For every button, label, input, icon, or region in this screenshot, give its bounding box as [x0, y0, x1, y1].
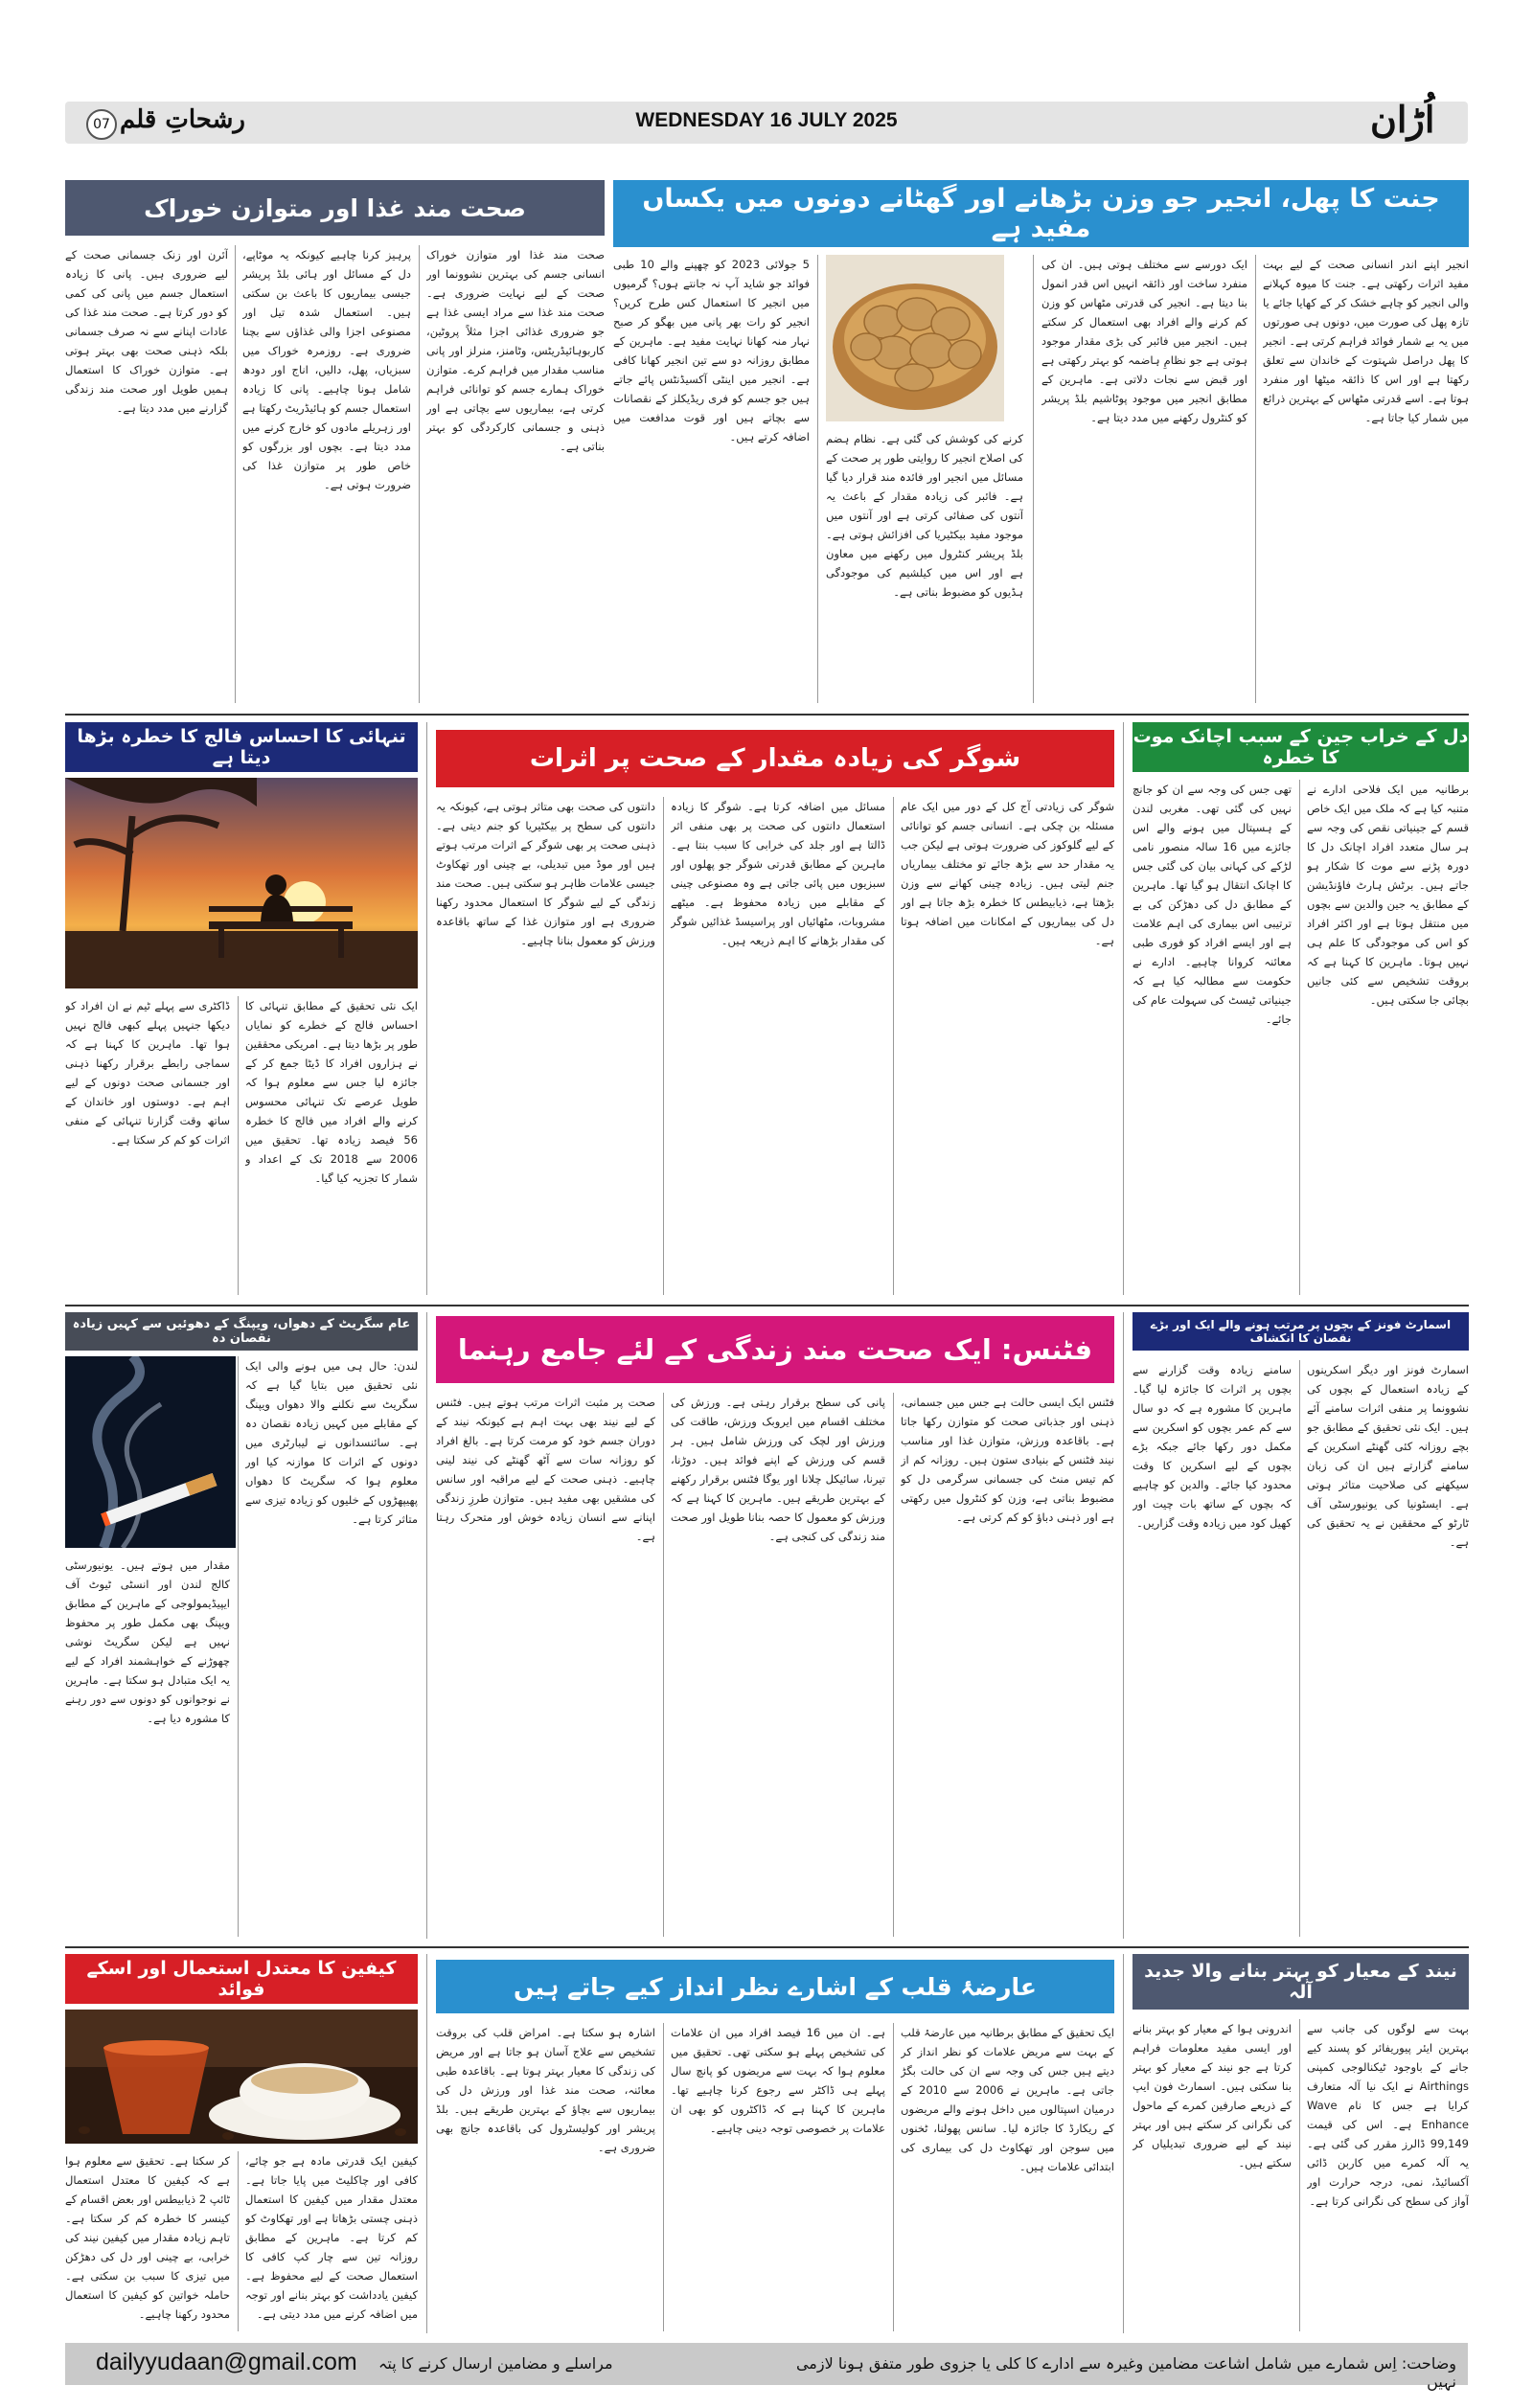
column-rule: [893, 797, 894, 1295]
issue-date: WEDNESDAY 16 JULY 2025: [635, 109, 898, 131]
article-paragraph: فٹنس ایک ایسی حالت ہے جس میں جسمانی، ذہنی اور جذباتی صحت کو متوازن رکھا جاتا ہے۔ باقاعدہ ورزش، متوازن غذا اور مناسب نیند فٹنس کے بنیادی ستون ہیں۔ روزانہ کم از کم تیس منٹ کی جسمانی سرگرمی دل کو مضبوط بناتی ہے، وزن کو کنٹرول میں رکھتی ہے اور ذہنی دباؤ کو کم کرتی ہے۔: [901, 1396, 1114, 1524]
contact-email[interactable]: dailyyudaan@gmail.com: [96, 2349, 357, 2375]
article-paragraph: کرنے کی کوشش کی گئی ہے۔ نظام ہضم کی اصلاح انجیر کا روایتی طور پر صحت کے مسائل میں انجیر اور فائدہ مند قرار دیا گیا ہے۔ فائبر کی زیادہ مقدار کے باعث یہ آنتوں کی صفائی کرتی ہے اور آنتوں میں موجود مفید بیکٹیریا کی افزائش ہوتی ہے۔ بلڈ پریشر کنٹرول میں رکھنے میں معاون ہے اور اس میں کیلشیم کی موجودگی ہڈیوں کو مضبوط بناتی ہے۔: [826, 432, 1023, 599]
newspaper-logo: اُڑان: [1370, 98, 1435, 141]
column-rule: [426, 1954, 427, 2333]
article-text: [242, 245, 411, 705]
column-rule: [1033, 255, 1034, 703]
column-rule: [235, 245, 236, 703]
article-text: [1041, 255, 1247, 705]
article-text: [671, 797, 885, 1297]
column-rule: [1255, 255, 1256, 703]
column-rule: [1299, 2019, 1300, 2331]
article-text: [671, 1393, 885, 1939]
article-text: [901, 797, 1114, 1297]
article-paragraph: شوگر کی زیادتی آج کل کے دور میں ایک عام مسئلہ بن چکی ہے۔ انسانی جسم کو توانائی کے لیے گلوکوز کی ضرورت ہوتی ہے لیکن جب یہ مقدار حد سے بڑھ جائے تو مختلف بیماریاں جنم لیتی ہیں۔ زیادہ چینی کھانے سے وزن بڑھتا ہے، ذیابیطس کا خطرہ بڑھ جاتا ہے اور دل کی بیماریوں کے امکانات میں اضافہ ہوتا ہے۔: [901, 800, 1114, 947]
coffee-tea-photo: [65, 2010, 418, 2144]
column-rule: [893, 2023, 894, 2331]
headline-cigarette: عام سگریٹ کے دھواں، ویپنگ کے دھوئیں سے کہیں زیادہ نقصان دہ: [65, 1312, 418, 1351]
headline-heart-gene: دل کے خراب جین کے سبب اچانک موت کا خطرہ: [1133, 722, 1469, 772]
article-text: [1307, 780, 1469, 1297]
article-text: [1133, 2019, 1292, 2333]
column-rule: [1123, 722, 1124, 1295]
submission-note: مراسلے و مضامین ارسال کرنے کا پتہ: [378, 2354, 613, 2373]
article-paragraph: انجیر اپنے اندر انسانی صحت کے لیے بہت مفید اثرات رکھتی ہے۔ جنت کا میوہ کہلانے والی انجیر کو چاہے خشک کر کے کھایا جائے یا تازہ پھل کی صورت میں، دونوں ہی صورتوں میں یہ بے شمار فوائد فراہم کرتی ہے۔ انجیر کا پھل دراصل شہتوت کے خاندان سے تعلق رکھتا ہے اور اس کا ذائقہ میٹھا اور منفرد ہوتا ہے۔ اسے قدرتی مٹھاس کے بہترین ذرائع میں شمار کیا جاتا ہے۔: [1263, 258, 1469, 424]
article-paragraph: پرہیز کرنا چاہیے کیونکہ یہ موٹاپے، دل کے مسائل اور ہائی بلڈ پریشر جیسی بیماریوں کا باعث بن سکتی ہیں۔ استعمال شدہ تیل اور مصنوعی اجزا والی غذاؤں سے بچنا ضروری ہے۔ روزمرہ خوراک میں سبزیاں، پھل، دالیں، اناج اور دودھ شامل ہونا چاہیے۔ پانی کا زیادہ استعمال جسم کو ہائیڈریٹ رکھتا ہے اور زہریلے مادوں کو خارج کرنے میں مدد دیتا ہے۔ بچوں اور بزرگوں کو خاص طور پر متوازن غذا کی ضرورت ہوتی ہے۔: [242, 248, 411, 491]
article-text: [1307, 2019, 1469, 2333]
article-text: [65, 996, 230, 1297]
fig-photo: [826, 255, 1004, 421]
article-text: [245, 2151, 418, 2333]
section-divider: [65, 714, 1469, 716]
article-paragraph: بہت سے لوگوں کی جانب سے بہترین ایئر پیوریفائر کو پسند کیے جانے کے باوجود ٹیکنالوجی کمپنی Airthings نے ایک نیا آلہ متعارف کرایا ہے جس کا نام Wave Enhance ہے۔ اس کی قیمت 99,149 ڈالرز مقرر کی گئی ہے۔ یہ آلہ کمرے میں کاربن ڈائی آکسائیڈ، نمی، درجہ حرارت اور آواز کی سطح کی نگرانی کرتا ہے۔: [1307, 2022, 1469, 2208]
article-text: [436, 1393, 655, 1939]
article-text: [65, 2151, 230, 2333]
article-paragraph: ہے۔ ان میں 16 فیصد افراد میں ان علامات کی تشخیص پہلے ہو سکتی تھی۔ تحقیق میں معلوم ہوا کہ بہت سے مریضوں کو پانچ سال پہلے ہی ڈاکٹر سے رجوع کرنا چاہیے تھا۔ ماہرین کا کہنا ہے کہ ڈاکٹروں کو بھی ان علامات پر خصوصی توجہ دینی چاہیے۔: [671, 2026, 885, 2135]
article-paragraph: مقدار میں ہوتے ہیں۔ یونیورسٹی کالج لندن اور انسٹی ٹیوٹ آف ایپیڈیمولوجی کے ماہرین کے مطابق ویپنگ بھی مکمل طور پر محفوظ نہیں ہے لیکن سگریٹ نوشی چھوڑنے کے خواہشمند افراد کے لیے یہ ایک متبادل ہو سکتا ہے۔ ماہرین نے نوجوانوں کو دونوں سے دور رہنے کا مشورہ دیا ہے۔: [65, 1558, 230, 1725]
article-paragraph: تھی جس کی وجہ سے ان کو جانچ نہیں کی گئی تھی۔ مغربی لندن کے ہسپتال میں ہونے والے اس جائزے میں 16 سالہ منصور نامی لڑکے کی کہانی بیان کی گئی جس کا اچانک انتقال ہو گیا تھا۔ ماہرین کے مطابق دل کی دھڑکن کی بے ترتیبی اس بیماری کی اہم علامت ہے اور ایسے افراد کو فوری طبی معائنہ کروانا چاہیے۔ ادارے نے حکومت سے مطالبہ کیا ہے کہ جینیاتی ٹیسٹ کی سہولت عام کی جائے۔: [1133, 783, 1292, 1026]
lonely-man-photo: [65, 778, 418, 988]
headline-fig: جنت کا پھل، انجیر جو وزن بڑھانے اور گھٹانے دونوں میں یکساں مفید ہے: [613, 180, 1469, 247]
article-paragraph: لندن: حال ہی میں ہونے والی ایک نئی تحقیق میں بتایا گیا ہے کہ سگریٹ سے نکلنے والا دھواں ویپنگ کے مقابلے میں کہیں زیادہ نقصان دہ ہے۔ سائنسدانوں نے لیبارٹری میں دونوں کے اثرات کا موازنہ کیا اور معلوم ہوا کہ سگریٹ کا دھواں پھیپھڑوں کے خلیوں کو زیادہ تیزی سے متاثر کرتا ہے۔: [245, 1359, 418, 1526]
article-paragraph: اندرونی ہوا کے معیار کو بہتر بنانے اور ایسی مفید معلومات فراہم کرتا ہے جو نیند کے معیار کو بہتر بنا سکتی ہیں۔ اسمارٹ فون ایپ کے ذریعے صارفین کمرے کے ماحول کی نگرانی کر سکتے ہیں اور بہتر نیند کے لیے ضروری تبدیلیاں کر سکتے ہیں۔: [1133, 2022, 1292, 2169]
column-rule: [663, 1393, 664, 1937]
article-text: [1133, 780, 1292, 1297]
column-rule: [1123, 1954, 1124, 2333]
article-text: [426, 245, 605, 705]
section-divider: [65, 1305, 1469, 1306]
article-paragraph: مسائل میں اضافہ کرتا ہے۔ شوگر کا زیادہ استعمال دانتوں کی صحت پر بھی منفی اثر ڈالتا ہے اور جلد کی خرابی کا سبب بنتا ہے۔ ماہرین کے مطابق قدرتی شوگر جو پھلوں اور سبزیوں میں پائی جاتی ہے وہ مصنوعی چینی کے مقابلے میں زیادہ محفوظ ہے۔ میٹھے مشروبات، مٹھائیاں اور پراسیسڈ غذائیں شوگر کی مقدار بڑھانے کا اہم ذریعہ ہیں۔: [671, 800, 885, 947]
article-text: [245, 1356, 418, 1939]
article-paragraph: کر سکتا ہے۔ تحقیق سے معلوم ہوا ہے کہ کیفین کا معتدل استعمال ٹائپ 2 ذیابیطس اور بعض اقسام کے کینسر کا خطرہ کم کر سکتا ہے۔ تاہم زیادہ مقدار میں کیفین نیند کی خرابی، بے چینی اور دل کی دھڑکن میں تیزی کا سبب بن سکتی ہے۔ حاملہ خواتین کو کیفین کا استعمال محدود رکھنا چاہیے۔: [65, 2154, 230, 2321]
article-text: [901, 2023, 1114, 2333]
headline-sleep-device: نیند کے معیار کو بہتر بنانے والا جدید آلہ: [1133, 1954, 1469, 2010]
article-paragraph: برطانیہ میں ایک فلاحی ادارے نے متنبہ کیا ہے کہ ملک میں ایک خاص قسم کے جینیاتی نقص کی وجہ سے ہر سال متعدد افراد اچانک دل کا دورہ پڑنے سے موت کا شکار ہو جاتے ہیں۔ برٹش ہارٹ فاؤنڈیشن کے مطابق یہ جین والدین سے بچوں میں منتقل ہوتا ہے اور اکثر افراد کو اس کی موجودگی کا علم ہی نہیں ہوتا۔ ماہرین کا کہنا ہے کہ بروقت تشخیص سے کئی جانیں بچائی جا سکتی ہیں۔: [1307, 783, 1469, 1007]
column-rule: [1299, 1360, 1300, 1937]
column-rule: [426, 1312, 427, 1939]
column-rule: [426, 722, 427, 1295]
column-rule: [419, 245, 420, 703]
article-paragraph: سامنے زیادہ وقت گزارنے سے بچوں پر اثرات کا جائزہ لیا گیا۔ ماہرین کا مشورہ ہے کہ دو سال سے کم عمر بچوں کو اسکرین سے مکمل دور رکھا جائے جبکہ بڑے بچوں کے لیے اسکرین کا وقت محدود کیا جائے۔ والدین کو چاہیے کہ بچوں کے ساتھ بات چیت اور کھیل کود میں زیادہ وقت گزاریں۔: [1133, 1363, 1292, 1530]
article-paragraph: ایک دورسے سے مختلف ہوتی ہیں۔ ان کی منفرد ساخت اور ذائقہ انہیں اس قدر انمول بنا دیتا ہے۔ انجیر کی قدرتی مٹھاس کو وزن کم کرنے والے افراد بھی استعمال کر سکتے ہیں۔ انجیر میں فائبر کی بڑی مقدار موجود ہوتی ہے جو نظامِ ہاضمہ کو بہتر رکھتی ہے اور قبض سے نجات دلاتی ہے۔ ماہرین کے مطابق انجیر میں موجود پوٹاشیم بلڈ پریشر کو کنٹرول رکھنے میں مدد دیتا ہے۔: [1041, 258, 1247, 424]
article-text: [826, 429, 1023, 705]
column-rule: [238, 1356, 239, 1937]
column-rule: [238, 2151, 239, 2331]
cigarette-smoke-photo: [65, 1356, 236, 1548]
article-text: [901, 1393, 1114, 1939]
column-rule: [1299, 780, 1300, 1295]
article-text: [1263, 255, 1469, 705]
column-rule: [663, 2023, 664, 2331]
column-rule: [663, 797, 664, 1295]
article-paragraph: دانتوں کی صحت بھی متاثر ہوتی ہے، کیونکہ یہ دانتوں کی سطح پر بیکٹیریا کو جنم دیتی ہے۔ ذہنی صحت پر بھی شوگر کے اثرات مرتب ہوتے ہیں اور موڈ میں تبدیلی، بے چینی اور تھکاوٹ جیسی علامات ظاہر ہو سکتی ہیں۔ صحت مند زندگی کے لیے شوگر کا استعمال محدود رکھنا ضروری ہے اور متوازن غذا کے ساتھ باقاعدہ ورزش کو معمول بنانا چاہیے۔: [436, 800, 655, 947]
article-paragraph: ڈاکٹری سے پہلے ٹیم نے ان افراد کو دیکھا جنہیں پہلے کبھی فالج نہیں ہوا تھا۔ ماہرین کا کہنا ہے کہ سماجی رابطے برقرار رکھنا ذہنی اور جسمانی صحت دونوں کے لیے اہم ہے۔ دوستوں اور خاندان کے ساتھ وقت گزارنا تنہائی کے منفی اثرات کو کم کر سکتا ہے۔: [65, 999, 230, 1147]
article-paragraph: صحت پر مثبت اثرات مرتب ہوتے ہیں۔ فٹنس کے لیے نیند بھی بہت اہم ہے کیونکہ نیند کے دوران جسم خود کو مرمت کرتا ہے۔ بالغ افراد کو روزانہ سات سے آٹھ گھنٹے کی نیند لینی چاہیے۔ ذہنی صحت کے لیے مراقبہ اور سانس کی مشقیں بھی مفید ہیں۔ متوازن طرزِ زندگی اپنانے سے انسان زیادہ خوش اور متحرک رہتا ہے۔: [436, 1396, 655, 1543]
headline-loneliness: تنہائی کا احساس فالج کا خطرہ بڑھا دیتا ہے: [65, 722, 418, 772]
article-text: [671, 2023, 885, 2333]
article-paragraph: اشارہ ہو سکتا ہے۔ امراض قلب کی بروقت تشخیص سے علاج آسان ہو جاتا ہے اور مریض کی زندگی کا معیار بہتر ہوتا ہے۔ باقاعدہ طبی معائنہ، صحت مند غذا اور ورزش دل کی بیماریوں سے بچاؤ کے بہترین طریقے ہیں۔ بلڈ پریشر اور کولیسٹرول کی باقاعدہ جانچ بھی ضروری ہے۔: [436, 2026, 655, 2154]
column-rule: [1123, 1312, 1124, 1939]
headline-smartphones: اسمارٹ فونز کے بچوں پر مرتب ہونے والے ایک اور بڑے نقصان کا انکشاف: [1133, 1312, 1469, 1351]
article-text: [613, 255, 810, 705]
disclaimer: وضاحت: اِس شمارے میں شامل اشاعت مضامین وغیرہ سے ادارے کا کلی یا جزوی طور متفق ہونا لازمی نہیں: [795, 2354, 1456, 2391]
column-rule: [893, 1393, 894, 1937]
article-paragraph: آئرن اور زنک جسمانی صحت کے لیے ضروری ہیں۔ پانی کا زیادہ استعمال جسم میں پانی کی کمی کو دور کرتا ہے۔ صحت مند غذا کی عادات اپنانے سے نہ صرف جسمانی بلکہ ذہنی صحت بھی بہتر ہوتی ہے۔ متوازن خوراک کا استعمال ہمیں طویل اور صحت مند زندگی گزارنے میں مدد دیتا ہے۔: [65, 248, 228, 415]
headline-caffeine: کیفین کا معتدل استعمال اور اسکے فوائد: [65, 1954, 418, 2004]
article-paragraph: کیفین ایک قدرتی مادہ ہے جو چائے، کافی اور چاکلیٹ میں پایا جاتا ہے۔ معتدل مقدار میں کیفین کا استعمال ذہنی چستی بڑھاتا ہے اور تھکاوٹ کو کم کرتا ہے۔ ماہرین کے مطابق روزانہ تین سے چار کپ کافی کا استعمال صحت کے لیے محفوظ ہے۔ کیفین یادداشت کو بہتر بنانے اور توجہ میں اضافہ کرنے میں مدد دیتی ہے۔: [245, 2154, 418, 2321]
column-rule: [238, 996, 239, 1295]
column-rule: [817, 255, 818, 703]
article-paragraph: ایک تحقیق کے مطابق برطانیہ میں عارضۂ قلب کے بہت سے مریض علامات کو نظر انداز کر دیتے ہیں جس کی وجہ سے ان کی حالت بگڑ جاتی ہے۔ ماہرین نے 2006 سے 2010 کے درمیان اسپتالوں میں داخل ہونے والے مریضوں کے ریکارڈ کا جائزہ لیا۔ سانس پھولنا، ٹخنوں میں سوجن اور تھکاوٹ دل کی بیماری کی ابتدائی علامات ہیں۔: [901, 2026, 1114, 2173]
section-name: رشحاتِ قلم: [120, 105, 245, 134]
headline-heart-signs: عارضۂ قلب کے اشارے نظر انداز کیے جاتے ہیں: [436, 1960, 1114, 2013]
article-text: [65, 1556, 230, 1939]
headline-sugar: شوگر کی زیادہ مقدار کے صحت پر اثرات: [436, 730, 1114, 787]
article-text: [436, 2023, 655, 2333]
headline-fitness: فٹنس: ایک صحت مند زندگی کے لئے جامع رہنما: [436, 1316, 1114, 1383]
section-divider: [65, 1946, 1469, 1948]
article-text: [1307, 1360, 1469, 1939]
headline-healthy-food: صحت مند غذا اور متوازن خوراک: [65, 180, 605, 236]
article-text: [436, 797, 655, 1297]
article-paragraph: ایک نئی تحقیق کے مطابق تنہائی کا احساس فالج کے خطرے کو نمایاں طور پر بڑھا دیتا ہے۔ امریکی محققین نے ہزاروں افراد کا ڈیٹا جمع کر کے جائزہ لیا جس سے معلوم ہوا کہ طویل عرصے تک تنہائی محسوس کرنے والے افراد میں فالج کا خطرہ 56 فیصد زیادہ تھا۔ تحقیق میں 2006 سے 2018 تک کے اعداد و شمار کا تجزیہ کیا گیا۔: [245, 999, 418, 1185]
article-paragraph: پانی کی سطح برقرار رہتی ہے۔ ورزش کی مختلف اقسام میں ایروبک ورزش، طاقت کی ورزش اور لچک کی ورزش شامل ہیں۔ ہر قسم کی ورزش کے اپنے فوائد ہیں۔ دوڑنا، تیرنا، سائیکل چلانا اور یوگا فٹنس برقرار رکھنے کے بہترین طریقے ہیں۔ ماہرین کا کہنا ہے کہ ورزش کو معمول کا حصہ بنانا طویل اور صحت مند زندگی کی کنجی ہے۔: [671, 1396, 885, 1543]
article-paragraph: صحت مند غذا اور متوازن خوراک انسانی جسم کی بہترین نشوونما اور صحت کے لیے نہایت ضروری ہے۔ صحت مند غذا سے مراد ایسی غذا ہے جو ضروری غذائی اجزا مثلاً پروٹین، کاربوہائیڈریٹس، وٹامنز، منرلز اور پانی مناسب مقدار میں فراہم کرے۔ متوازن خوراک ہمارے جسم کو توانائی فراہم کرتی ہے، بیماریوں سے بچاتی ہے اور ذہنی و جسمانی کارکردگی کو بہتر بناتی ہے۔: [426, 248, 605, 453]
article-text: [65, 245, 228, 705]
page-number: 07: [86, 109, 117, 140]
article-paragraph: اسمارٹ فونز اور دیگر اسکرینوں کے زیادہ استعمال کے بچوں کی نشوونما پر منفی اثرات سامنے آئے ہیں۔ ایک نئی تحقیق کے مطابق جو بچے روزانہ کئی گھنٹے اسکرین کے سامنے گزارتے ہیں ان کی زبان سیکھنے کی صلاحیت متاثر ہوتی ہے۔ ایسٹونیا کی یونیورسٹی آف ٹارٹو کے محققین نے یہ تحقیق کی ہے۔: [1307, 1363, 1469, 1549]
article-paragraph: 5 جولائی 2023 کو چھپنے والے 10 طبی فوائد جو شاید آپ نہ جانتے ہوں؟ گرمیوں میں انجیر کا استعمال کس طرح کریں؟ انجیر کو رات بھر پانی میں بھگو کر صبح نہار منہ کھانا نہایت مفید ہے۔ ماہرین کے مطابق روزانہ دو سے تین انجیر کھانا کافی ہے۔ انجیر میں اینٹی آکسیڈنٹس پائے جاتے ہیں جو جسم کو فری ریڈیکلز کے نقصانات سے بچاتے ہیں اور قوت مدافعت میں اضافہ کرتے ہیں۔: [613, 258, 810, 443]
article-text: [245, 996, 418, 1297]
article-text: [1133, 1360, 1292, 1939]
